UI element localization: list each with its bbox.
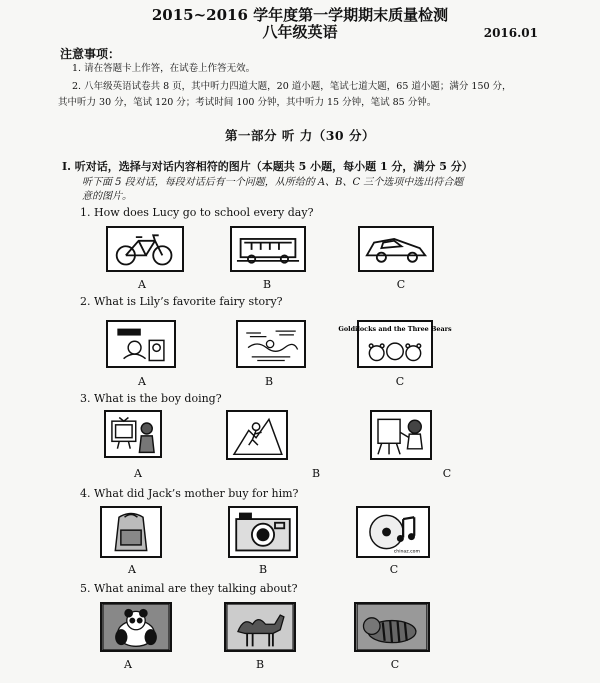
option-label: C xyxy=(395,375,405,388)
question-1: 1. How does Lucy go to school every day? xyxy=(80,206,314,219)
panda-icon[interactable] xyxy=(100,602,172,652)
exam-subtitle: 八年级英语 xyxy=(262,23,338,41)
option-label: B xyxy=(311,467,321,480)
option-label: A xyxy=(138,278,146,291)
option-label: B xyxy=(262,278,272,291)
bicycle-icon[interactable] xyxy=(106,226,184,272)
question-5: 5. What animal are they talking about? xyxy=(80,582,298,595)
option-label: C xyxy=(396,278,406,291)
option-label: B xyxy=(264,375,274,388)
option-label: A xyxy=(124,658,132,671)
question-4: 4. What did Jack’s mother buy for him? xyxy=(80,487,299,500)
bus-icon[interactable] xyxy=(230,226,306,272)
car-icon[interactable] xyxy=(358,226,434,272)
note-item: 1. 请在答题卡上作答，在试卷上作答无效。 xyxy=(72,63,256,74)
notes-heading: 注意事项： xyxy=(60,47,121,61)
question-2: 2. What is Lily’s favorite fairy story? xyxy=(80,295,283,308)
camera-icon[interactable] xyxy=(228,506,298,558)
note-item: 2. 八年级英语试卷共 8 页，其中听力四道大题，20 道小题，笔试七道大题，65 道小题；满分 150 分， xyxy=(72,81,512,92)
exam-date: 2016.01 xyxy=(483,26,538,40)
option-label: C xyxy=(389,563,399,576)
part-heading: Ⅰ. 听对话，选择与对话内容相符的图片（本题共 5 小题，每小题 1 分，满分 5 分） xyxy=(62,160,473,173)
option-label: B xyxy=(255,658,265,671)
exam-title: 2015~2016 学年度第一学期期末质量检测 xyxy=(151,6,449,24)
goldilocks-book-icon[interactable] xyxy=(338,320,452,368)
snow-white-book-icon[interactable] xyxy=(106,320,176,368)
option-label: C xyxy=(442,467,452,480)
section-title: 第一部分 听 力（30 分） xyxy=(225,128,375,143)
note-item: 其中听力 30 分，笔试 120 分；考试时间 100 分钟，其中听力 15 分钟，笔试 85 分钟。 xyxy=(58,97,437,108)
music-cd-icon[interactable] xyxy=(356,506,430,558)
book-title: Goldilocks and the Three Bears xyxy=(338,325,452,334)
option-label: C xyxy=(390,658,400,671)
option-label: B xyxy=(258,563,268,576)
question-3: 3. What is the boy doing? xyxy=(80,392,222,405)
storybook-scene-icon[interactable] xyxy=(236,320,306,368)
part-instruction: 意的图片。 xyxy=(82,191,132,202)
option-label: A xyxy=(128,563,136,576)
option-label: A xyxy=(134,467,142,480)
boy-watching-tv-icon[interactable] xyxy=(104,410,162,458)
boy-painting-icon[interactable] xyxy=(370,410,432,460)
backpack-icon[interactable] xyxy=(100,506,162,558)
cd-caption: chinaz.com xyxy=(393,549,420,555)
option-label: A xyxy=(138,375,146,388)
camel-icon[interactable] xyxy=(224,602,296,652)
tiger-icon[interactable] xyxy=(354,602,430,652)
boy-climbing-icon[interactable] xyxy=(226,410,288,460)
part-instruction: 听下面 5 段对话，每段对话后有一个问题，从所给的 A、B、C 三个选项中选出符合题 xyxy=(82,177,464,188)
